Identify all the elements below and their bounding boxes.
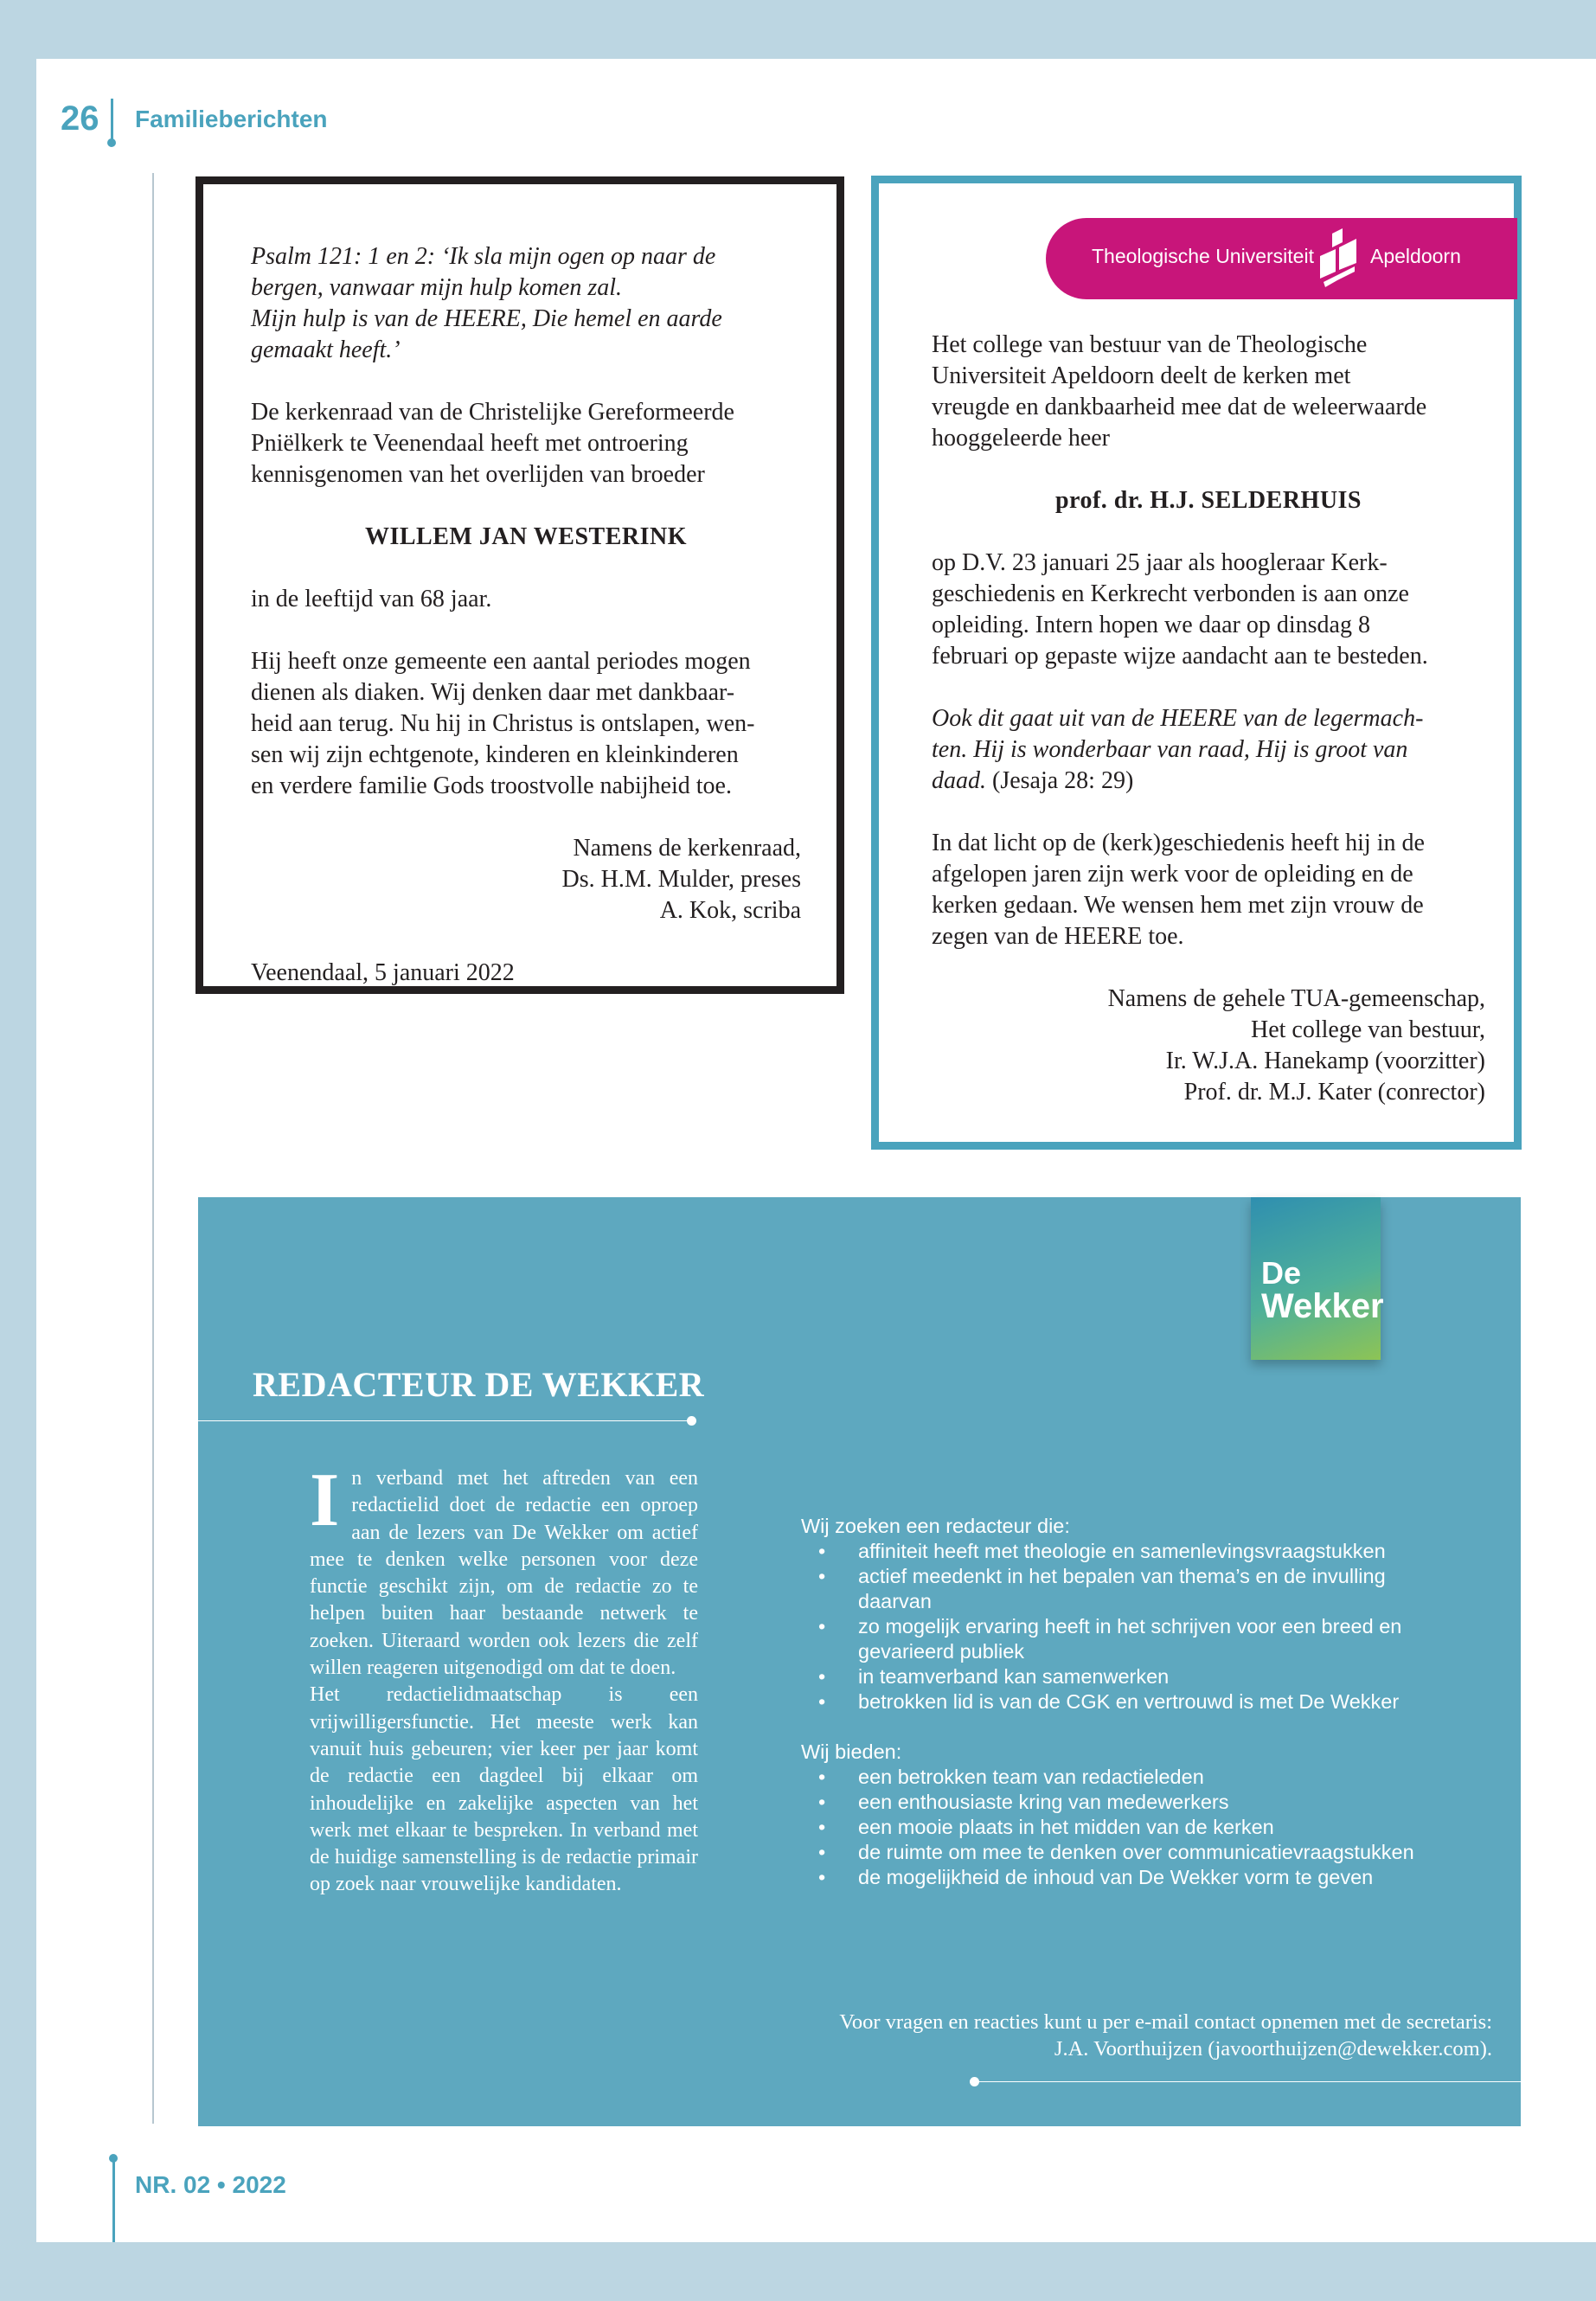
list-item: • affiniteit heeft met theologie en samenlevingsvraagstukken (801, 1539, 1458, 1564)
bible-quote (932, 703, 1485, 797)
list-item: • in teamverband kan samenwerken (801, 1664, 1458, 1689)
vacancy-body (310, 1458, 698, 1899)
signature-line: A. Kok, scriba (659, 897, 801, 924)
contact-info (696, 2009, 1492, 2062)
body-line: opleiding. Intern hopen we daar op dinsdag 8 (932, 612, 1370, 638)
psalm-line: Psalm 121: 1 en 2: ‘Ik sla mijn ogen op naar de (251, 243, 716, 270)
contact-line: Voor vragen en reacties kunt u per e-mail contact opnemen met de secretaris: (839, 2010, 1492, 2034)
list-item: • actief meedenkt in het bepalen van thema’s en de invulling daarvan (801, 1564, 1458, 1614)
quote-line: Ook dit gaat uit van de HEERE van de legermach- (932, 705, 1424, 732)
vacancy-paragraph (310, 1458, 698, 1682)
jubilee-signature (932, 984, 1485, 1108)
place-date: Veenendaal, 5 januari 2022 (251, 959, 515, 986)
list-item: • de ruimte om mee te denken over communicatievraagstukken (801, 1840, 1458, 1865)
quote-reference: (Jesaja 28: 29) (986, 767, 1134, 794)
section-title: Familieberichten (135, 106, 328, 132)
issue-number: NR. 02 • 2022 (135, 2171, 286, 2198)
quote-line: ten. Hij is wonderbaar van raad, Hij is groot van (932, 736, 1408, 763)
offer-heading: Wij bieden: (801, 1740, 902, 1763)
list-item: • een betrokken team van redactieleden (801, 1765, 1458, 1790)
body-line: heid aan terug. Nu hij in Christus is ontslapen, wen- (251, 710, 755, 737)
footer-divider (112, 2157, 115, 2242)
title-rule-dot (687, 1416, 696, 1426)
deceased-name: WILLEM JAN WESTERINK (364, 523, 687, 550)
tua-logo (1046, 218, 1517, 299)
margin-rule (152, 173, 154, 2124)
jubilee-intro (932, 330, 1485, 454)
body-line: op D.V. 23 januari 25 jaar als hoogleraar Kerk- (932, 549, 1388, 576)
psalm-quote (251, 241, 801, 366)
vacancy-paragraph: Het redactielidmaatschap is een vrijwilligersfunctie. Het meeste werk kan vanuit huis gebeuren; vier keer per jaar komt de redactie een dagdeel bij elkaar om inhoudelijke en zakelijke aspecten van het werk met elkaar te bespreken. In verband met de huidige samenstelling is de redactie primair op zoek naar vrouwelijke kandidaten. (310, 1683, 698, 1896)
title-rule (198, 1420, 692, 1421)
psalm-line: bergen, vanwaar mijn hulp komen zal. (251, 274, 623, 301)
jubilee-text (932, 330, 1485, 1139)
tua-logo-text: Theologische Universiteit (1092, 245, 1314, 267)
body-line: februari op gepaste wijze aandacht aan te besteden. (932, 643, 1428, 670)
closing-line: afgelopen jaren zijn werk voor de opleiding en de (932, 861, 1413, 888)
paragraph-text: n verband met het aftreden van een redactielid doet de redactie een oproep aan de lezers van De Wekker om actief mee te denken welke personen voor deze functie geschikt zijn, om de redactie zo te helpen buiten haar bestaande netwerk te zoeken. Uiteraard worden ook lezers die zelf willen reageren uitgenodigd om dat te doen. (310, 1467, 698, 1680)
intro-line: Het college van bestuur van de Theologische (932, 331, 1368, 358)
list-item: • een mooie plaats in het midden van de kerken (801, 1815, 1458, 1840)
body-line: sen wij zijn echtgenote, kinderen en kleinkinderen (251, 741, 739, 768)
intro-line: vreugde en dankbaarheid mee dat de weleerwaarde (932, 394, 1427, 420)
intro-line: kennisgenomen van het overlijden van broeder (251, 461, 705, 488)
list-item: • betrokken lid is van de CGK en vertrouwd is met De Wekker (801, 1689, 1458, 1715)
list-item: • zo mogelijk ervaring heeft in het schrijven voor een breed en gevarieerd publiek (801, 1614, 1458, 1664)
contact-email: J.A. Voorthuijzen (javoorthuijzen@dewekker.com). (1054, 2037, 1492, 2061)
closing-line: In dat licht op de (kerk)geschiedenis heeft hij in de (932, 830, 1425, 856)
obituary-notice (195, 176, 844, 994)
professor-name: prof. dr. H.J. SELDERHUIS (1054, 487, 1362, 514)
de-wekker-logo (1251, 1197, 1384, 1360)
book-icon (1317, 228, 1362, 296)
jubilee-body (932, 548, 1485, 672)
drop-cap: I (310, 1458, 340, 1542)
contact-rule-dot (970, 2077, 979, 2086)
vacancy-box (198, 1197, 1521, 2126)
intro-line: hooggeleerde heer (932, 425, 1110, 452)
closing-line: zegen van de HEERE toe. (932, 923, 1184, 950)
tua-logo-city: Apeldoorn (1370, 245, 1461, 267)
obituary-intro (251, 397, 801, 490)
deceased-age: in de leeftijd van 68 jaar. (251, 586, 492, 612)
page-number: 26 (61, 99, 99, 138)
logo-line: Wekker (1261, 1287, 1384, 1325)
list-item: • de mogelijkheid de inhoud van De Wekker vorm te geven (801, 1865, 1458, 1890)
offer-list (801, 1765, 1458, 1890)
obituary-body (251, 646, 801, 802)
contact-rule (974, 2081, 1521, 2082)
body-line: geschiedenis en Kerkrecht verbonden is aan onze (932, 580, 1409, 607)
body-line: dienen als diaken. Wij denken daar met dankbaar- (251, 679, 735, 706)
logo-line: De (1261, 1255, 1302, 1291)
obituary-text (251, 241, 801, 1020)
seek-heading: Wij zoeken een redacteur die: (801, 1515, 1070, 1537)
quote-line: daad. (932, 767, 986, 794)
header-divider-dot (107, 138, 116, 147)
vacancy-lists (801, 1514, 1458, 1915)
seek-list (801, 1539, 1458, 1715)
psalm-line: Mijn hulp is van de HEERE, Die hemel en aarde (251, 305, 722, 332)
signature-line: Namens de kerkenraad, (573, 835, 801, 862)
body-line: Hij heeft onze gemeente een aantal periodes mogen (251, 648, 751, 675)
jubilee-notice (871, 176, 1522, 1150)
signature-line: Prof. dr. M.J. Kater (conrector) (1183, 1079, 1485, 1106)
psalm-line: gemaakt heeft.’ (251, 336, 401, 363)
list-item: • een enthousiaste kring van medewerkers (801, 1790, 1458, 1815)
obituary-signature (251, 833, 801, 926)
header-divider (111, 99, 113, 142)
jubilee-closing (932, 828, 1485, 952)
body-line: en verdere familie Gods troostvolle nabijheid toe. (251, 772, 732, 799)
signature-line: Ds. H.M. Mulder, preses (561, 866, 801, 893)
signature-line: Het college van bestuur, (1250, 1016, 1485, 1043)
signature-line: Namens de gehele TUA-gemeenschap, (1107, 985, 1485, 1012)
signature-line: Ir. W.J.A. Hanekamp (voorzitter) (1165, 1048, 1485, 1074)
intro-line: De kerkenraad van de Christelijke Gereformeerde (251, 399, 734, 426)
intro-line: Pniëlkerk te Veenendaal heeft met ontroering (251, 430, 689, 457)
vacancy-title: REDACTEUR DE WEKKER (253, 1365, 705, 1404)
intro-line: Universiteit Apeldoorn deelt de kerken met (932, 362, 1351, 389)
closing-line: kerken gedaan. We wensen hem met zijn vrouw de (932, 892, 1424, 919)
